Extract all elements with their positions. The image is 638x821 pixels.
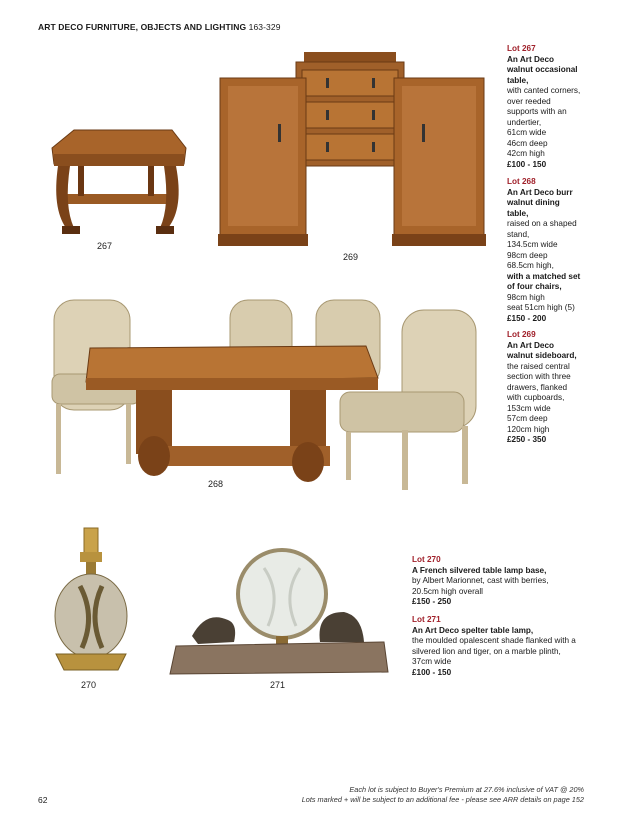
lot-detail-line: 46cm deep	[507, 138, 548, 148]
caption-268: 268	[208, 479, 224, 489]
lot-title-line: An Art Deco	[507, 340, 555, 350]
footer-note	[302, 785, 584, 805]
lot-title-line: walnut dining	[507, 198, 560, 207]
lot-detail-line: 120cm high	[507, 424, 550, 434]
lot-estimate: £150 - 200	[507, 313, 547, 323]
lot-detail-line: 42cm high	[507, 149, 545, 158]
lot-detail-line: the raised central	[507, 361, 570, 371]
lot-detail-line: silvered lion and tiger, on a marble plinth,	[412, 646, 561, 656]
lot-title-line: An Art Deco burr	[507, 187, 573, 197]
lot-number: Lot 269	[507, 330, 536, 339]
lot-detail-line: 37cm wide	[412, 657, 452, 666]
lot-268-image	[50, 296, 482, 492]
lot-267-image	[44, 128, 190, 246]
lot-estimate: £150 - 250	[412, 597, 452, 606]
lot-detail-line: 68.5cm high,	[507, 261, 554, 270]
lot-268-description	[507, 177, 601, 324]
lot-detail-line: with canted corners,	[507, 86, 581, 95]
lot-title-line: walnut occasional	[507, 65, 578, 74]
lot-detail-line: with a matched set	[507, 271, 581, 281]
lot-number: Lot 267	[507, 44, 536, 53]
footer-note-line: Lots marked + will be subject to an additional fee - please see ARR details on page 152	[301, 795, 584, 804]
section-title: ART DECO FURNITURE, OBJECTS AND LIGHTING	[38, 22, 247, 32]
lot-270-image	[52, 528, 132, 676]
lot-detail-line: undertier,	[507, 117, 542, 127]
lot-269-description	[507, 330, 601, 446]
lot-detail-line: with cupboards,	[507, 393, 565, 402]
page-header	[38, 22, 281, 32]
caption-271: 271	[270, 680, 286, 690]
lot-detail-line: supports with an	[507, 107, 567, 116]
lot-detail-line: 57cm deep	[507, 414, 548, 423]
lot-271-image	[168, 546, 390, 676]
lot-detail-line: section with three	[507, 372, 571, 381]
lot-estimate: £100 - 150	[412, 667, 452, 677]
lot-detail-line: of four chairs,	[507, 282, 562, 291]
lot-estimate: £250 - 350	[507, 435, 547, 444]
lot-title-line: An Art Deco	[507, 54, 555, 64]
lot-267-description	[507, 44, 601, 170]
lot-271-description	[412, 615, 602, 678]
lot-title-line: table,	[507, 75, 529, 85]
lot-number: Lot 271	[412, 615, 441, 624]
lot-title-line: table,	[507, 208, 529, 218]
lot-range: 163-329	[248, 22, 281, 32]
lot-detail-line: 134.5cm wide	[507, 240, 558, 249]
lot-detail-line: stand,	[507, 229, 530, 239]
lot-detail-line: the moulded opalescent shade flanked with a	[412, 636, 576, 645]
lot-270-description	[412, 555, 602, 608]
lot-title-line: An Art Deco spelter table lamp,	[412, 625, 534, 635]
lot-detail-line: 98cm high	[507, 292, 545, 302]
lot-detail-line: over reeded	[507, 96, 551, 106]
lot-detail-line: 61cm wide	[507, 128, 547, 137]
lot-title-line: walnut sideboard,	[507, 351, 577, 360]
lot-detail-line: 153cm wide	[507, 403, 551, 413]
lot-title-line: A French silvered table lamp base,	[412, 565, 547, 575]
lot-269-image	[218, 52, 490, 250]
lot-detail-line: 98cm deep	[507, 250, 548, 260]
caption-269: 269	[343, 252, 359, 262]
page-number: 62	[38, 795, 48, 805]
lot-detail-line: raised on a shaped	[507, 219, 577, 228]
lot-number: Lot 268	[507, 177, 536, 186]
footer-note-line: Each lot is subject to Buyer's Premium at 27.6% inclusive of VAT @ 20%	[349, 785, 584, 794]
lot-estimate: £100 - 150	[507, 159, 547, 169]
lot-detail-line: drawers, flanked	[507, 382, 568, 392]
caption-270: 270	[81, 680, 97, 690]
lot-detail-line: 20.5cm high overall	[412, 586, 483, 596]
lot-number: Lot 270	[412, 555, 441, 564]
caption-267: 267	[97, 241, 113, 251]
lot-detail-line: by Albert Marionnet, cast with berries,	[412, 576, 549, 585]
lot-detail-line: seat 51cm high (5)	[507, 303, 575, 312]
